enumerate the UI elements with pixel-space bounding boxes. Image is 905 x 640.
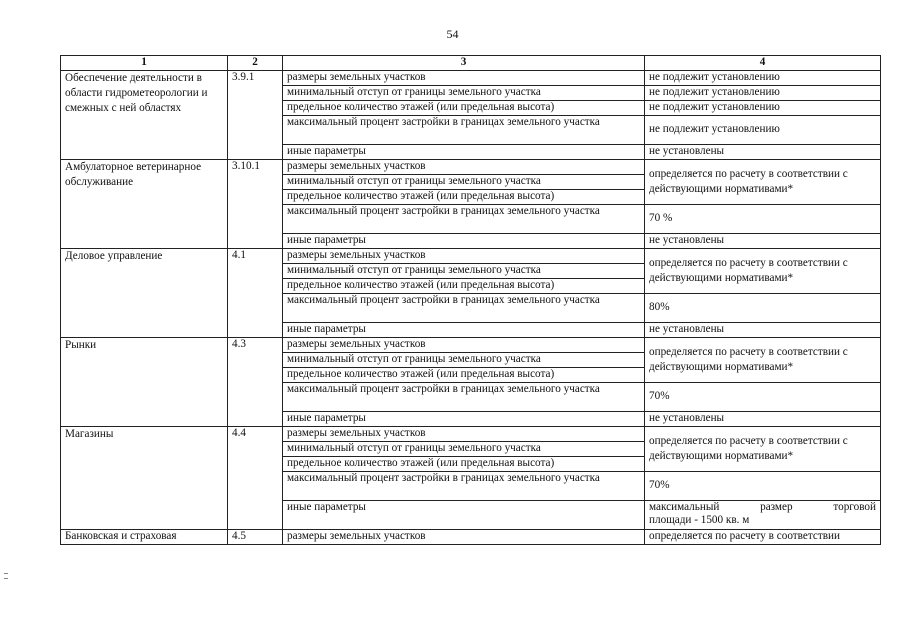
parameter-name: размеры земельных участков <box>283 159 645 174</box>
parameter-name: минимальный отступ от границы земельного участка <box>283 85 645 100</box>
land-use-name: Деловое управление <box>61 248 228 337</box>
zoning-parameters-table <box>60 55 881 545</box>
table-row <box>61 529 881 544</box>
parameter-name: максимальный процент застройки в границах земельного участка <box>283 204 645 233</box>
parameter-name: минимальный отступ от границы земельного участка <box>283 263 645 278</box>
parameter-value: не установлены <box>645 322 881 337</box>
land-use-code: 4.5 <box>228 529 283 544</box>
parameter-name: предельное количество этажей (или предельная высота) <box>283 100 645 115</box>
parameter-value: не подлежит установлению <box>645 85 881 100</box>
column-header-1: 1 <box>61 56 228 71</box>
value-line-2: площади - 1500 кв. м <box>649 514 750 526</box>
land-use-code: 4.1 <box>228 248 283 337</box>
parameter-value: 80% <box>645 293 881 322</box>
parameter-name: минимальный отступ от границы земельного участка <box>283 441 645 456</box>
parameter-name: минимальный отступ от границы земельного участка <box>283 174 645 189</box>
parameter-value: не установлены <box>645 411 881 426</box>
land-use-code: 4.3 <box>228 337 283 426</box>
parameter-name: размеры земельных участков <box>283 248 645 263</box>
table-row <box>61 70 881 85</box>
parameter-value: 70% <box>645 471 881 500</box>
table-row <box>61 159 881 174</box>
column-header-4: 4 <box>645 56 881 71</box>
parameter-name: максимальный процент застройки в границах земельного участка <box>283 382 645 411</box>
land-use-name: Амбулаторное ветеринарное обслуживание <box>61 159 228 248</box>
parameter-value: не установлены <box>645 144 881 159</box>
parameter-name: размеры земельных участков <box>283 426 645 441</box>
parameter-value: определяется по расчету в соответствии <box>645 529 881 544</box>
parameter-name: предельное количество этажей (или предельная высота) <box>283 278 645 293</box>
land-use-name: Обеспечение деятельности в области гидрометеорологии и смежных с ней областях <box>61 70 228 159</box>
parameter-name: предельное количество этажей (или предельная высота) <box>283 456 645 471</box>
table-row <box>61 337 881 352</box>
table-header-row <box>61 56 881 71</box>
column-header-2: 2 <box>228 56 283 71</box>
value-line-1: максимальный размер торговой <box>649 500 876 513</box>
table-row <box>61 426 881 441</box>
parameter-value: не подлежит установлению <box>645 100 881 115</box>
parameter-name: размеры земельных участков <box>283 529 645 544</box>
parameter-name: размеры земельных участков <box>283 70 645 85</box>
land-use-name: Рынки <box>61 337 228 426</box>
parameter-value: не подлежит установлению <box>645 70 881 85</box>
parameter-name: максимальный процент застройки в границах земельного участка <box>283 293 645 322</box>
parameter-value: определяется по расчету в соответствии с действующими нормативами* <box>645 159 881 204</box>
parameter-name: максимальный процент застройки в границах земельного участка <box>283 471 645 500</box>
land-use-name: Банковская и страховая <box>61 529 228 544</box>
parameter-name: иные параметры <box>283 411 645 426</box>
parameter-name: предельное количество этажей (или предельная высота) <box>283 189 645 204</box>
land-use-code: 3.9.1 <box>228 70 283 159</box>
parameter-value <box>645 500 881 529</box>
land-use-code: 4.4 <box>228 426 283 529</box>
table-row <box>61 248 881 263</box>
parameter-value: не подлежит установлению <box>645 115 881 144</box>
land-use-code: 3.10.1 <box>228 159 283 248</box>
parameter-name: минимальный отступ от границы земельного участка <box>283 352 645 367</box>
parameter-name: иные параметры <box>283 322 645 337</box>
scan-edge-mark <box>4 578 8 579</box>
scan-edge-mark <box>4 573 8 574</box>
parameter-value: определяется по расчету в соответствии с действующими нормативами* <box>645 248 881 293</box>
parameter-name: предельное количество этажей (или предельная высота) <box>283 367 645 382</box>
land-use-name: Магазины <box>61 426 228 529</box>
column-header-3: 3 <box>283 56 645 71</box>
page-number: 54 <box>446 27 459 41</box>
parameter-name: иные параметры <box>283 144 645 159</box>
parameter-value: определяется по расчету в соответствии с действующими нормативами* <box>645 337 881 382</box>
parameter-name: размеры земельных участков <box>283 337 645 352</box>
parameter-value: не установлены <box>645 233 881 248</box>
parameter-name: иные параметры <box>283 500 645 529</box>
parameter-name: максимальный процент застройки в границах земельного участка <box>283 115 645 144</box>
parameter-value: определяется по расчету в соответствии с действующими нормативами* <box>645 426 881 471</box>
parameter-value: 70 % <box>645 204 881 233</box>
parameter-name: иные параметры <box>283 233 645 248</box>
parameter-value: 70% <box>645 382 881 411</box>
